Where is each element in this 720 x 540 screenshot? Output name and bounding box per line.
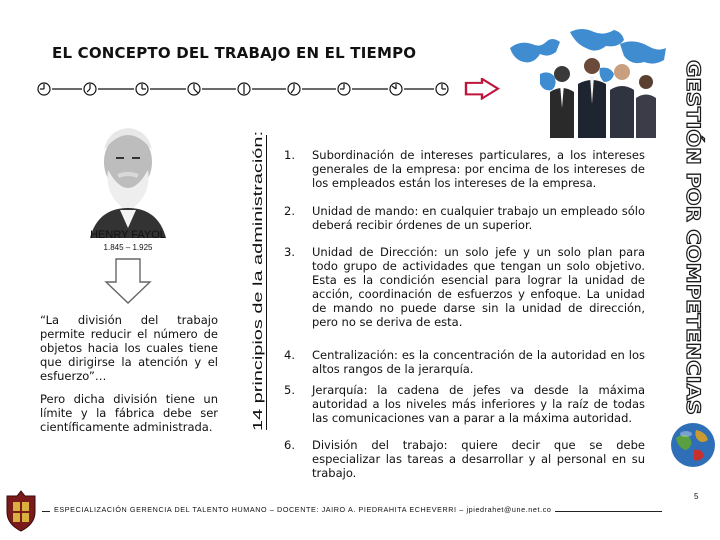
clock-icon: [338, 83, 350, 95]
fayol-quote: [40, 313, 218, 443]
henry-fayol-portrait: [72, 110, 184, 238]
svg-text:14 principios de la administra: 14 principios de la administración:: [250, 235, 265, 431]
side-title: [677, 60, 711, 420]
item-text: Subordinación de intereses particulares, a los intereses generales de la empresa: por encima de los intereses de los empleados están los intereses de la empresa.: [312, 148, 645, 191]
item-text: Jerarquía: la cadena de jefes va desde la máxima autoridad a los niveles más inferiores y la raíz de todas las comunicaciones van a parar a la máxima autoridad.: [312, 383, 645, 426]
item-number: 2.: [284, 204, 295, 218]
quote-paragraph: “La división del trabajo permite reducir el número de objetos hacia los cuales tiene que dirigirse la atención y el esfuerzo”…: [40, 313, 218, 384]
globe-icon: [668, 420, 718, 470]
list-item: [280, 204, 645, 232]
business-people-image: [500, 18, 670, 138]
item-number: 5.: [284, 383, 295, 397]
item-text: Centralización: es la concentración de la autoridad en los altos rangos de la jerarquía.: [312, 348, 645, 377]
item-number: 1.: [284, 148, 295, 162]
item-number: 4.: [284, 348, 295, 362]
list-item: [280, 245, 645, 329]
clock-icon: [436, 83, 448, 95]
list-item: [280, 348, 645, 376]
page-title: EL CONCEPTO DEL TRABAJO EN EL TIEMPO: [52, 44, 417, 62]
item-number: 6.: [284, 438, 295, 452]
clock-icon: [84, 83, 96, 95]
divider-line: [266, 135, 267, 430]
clock-icon: [136, 83, 148, 95]
clock-icon: [390, 83, 402, 95]
footer: [42, 500, 662, 522]
item-number: 3.: [284, 245, 295, 259]
arrow-right-icon: [466, 79, 498, 99]
list-item: [280, 148, 645, 190]
university-emblem: [6, 490, 36, 532]
clock-icon: [238, 83, 250, 95]
page-number: 5: [694, 492, 699, 501]
clock-icon: [288, 83, 300, 95]
clock-icon: [188, 83, 200, 95]
clock-icon: [38, 83, 50, 95]
item-text: División del trabajo: quiere decir que se debe especializar las tareas a desarrollar y al personal en su trabajo.: [312, 438, 645, 481]
list-item: [280, 383, 645, 425]
svg-text:GESTIÓN POR COMPETENCIAS: GESTIÓN POR COMPETENCIAS: [682, 60, 704, 380]
author-name: HENRY FAYOL: [90, 229, 166, 241]
item-text: Unidad de Dirección: un solo jefe y un solo plan para todo grupo de actividades que tengan un solo objetivo. Esta es la condición esencial para lograr la unidad de acción, coordinación de esfuerzos y enfoque. La unidad de mando no puede darse sin la unidad de dirección, pero no se deriva de esta.: [312, 245, 645, 330]
arrow-down-icon: [104, 258, 152, 304]
author-years: 1.845 – 1.925: [103, 243, 153, 252]
item-text: Unidad de mando: en cualquier trabajo un empleado sólo deberá recibir órdenes de un superior.: [312, 204, 645, 233]
list-item: [280, 438, 645, 480]
clock-timeline: [36, 78, 506, 100]
quote-paragraph: Pero dicha división tiene un límite y la fábrica debe ser científicamente administrada.: [40, 392, 218, 435]
footer-text: ESPECIALIZACIÓN GERENCIA DEL TALENTO HUMANO – DOCENTE: JAIRO A. PIEDRAHITA ECHEVERRI – jpiedrahet@une.net.co: [50, 505, 555, 514]
